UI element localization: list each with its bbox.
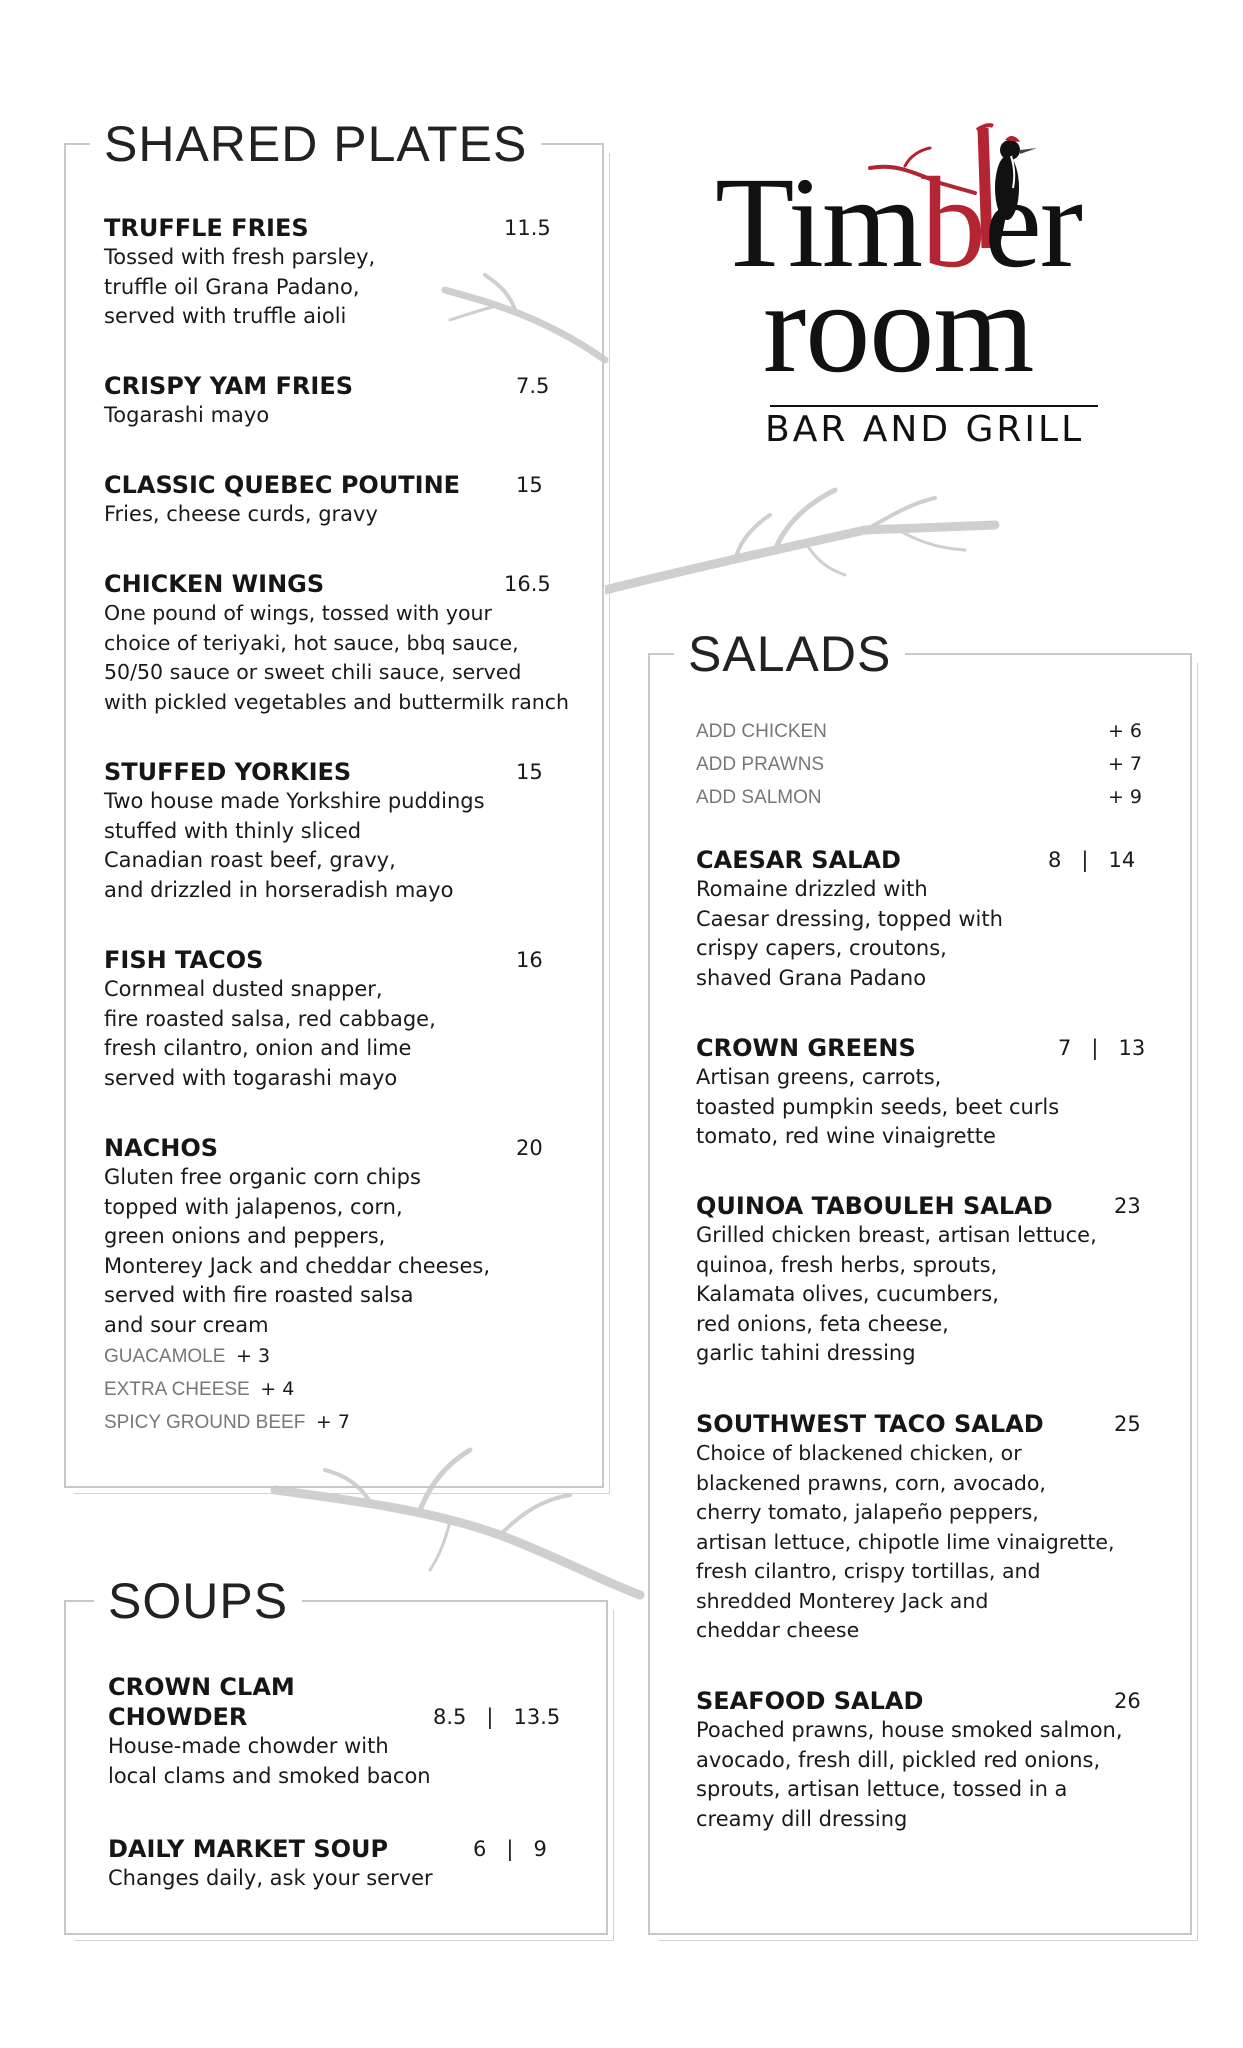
- menu-item-daily-market-soup: [108, 1834, 578, 1894]
- item-price: 15: [516, 473, 543, 497]
- menu-item-quinoa-tabouleh-salad: [696, 1191, 1166, 1369]
- item-description: Cornmeal dusted snapper, fire roasted salsa, red cabbage, fresh cilantro, onion and lime served with togarashi mayo: [104, 977, 436, 1090]
- shared-plates-title: SHARED PLATES: [90, 115, 541, 173]
- item-name: CROWN GREENS: [696, 1034, 916, 1062]
- item-price: 8.5 | 13.5: [433, 1705, 561, 1729]
- item-price: 16: [516, 948, 543, 972]
- item-description: Grilled chicken breast, artisan lettuce, quinoa, fresh herbs, sprouts, Kalamata olives, cucumbers, red onions, feta cheese, garlic tahini dressing: [696, 1223, 1097, 1365]
- item-description: Fries, cheese curds, gravy: [104, 502, 378, 526]
- salad-addon-prawns: ADD PRAWNS + 7: [696, 753, 1142, 775]
- item-price: 26: [1114, 1689, 1141, 1713]
- menu-item-fish-tacos: [104, 945, 574, 1093]
- item-price: 6 | 9: [473, 1837, 547, 1861]
- menu-item-truffle-fries: [104, 213, 574, 332]
- item-price: 15: [516, 760, 543, 784]
- menu-item-classic-quebec-poutine: [104, 470, 574, 530]
- menu-item-seafood-salad: [696, 1686, 1176, 1834]
- item-price: 7 | 13: [1058, 1036, 1146, 1060]
- item-price: 25: [1114, 1412, 1141, 1436]
- soups-title: SOUPS: [94, 1572, 302, 1630]
- item-name-line1: CROWN CLAM: [108, 1673, 295, 1701]
- item-description: House-made chowder with local clams and smoked bacon: [108, 1734, 431, 1788]
- logo-word-room: room: [763, 256, 1034, 400]
- menu-item-crown-greens: [696, 1033, 1166, 1152]
- menu-item-chicken-wings: [104, 569, 604, 717]
- item-name: FISH TACOS: [104, 946, 264, 974]
- item-description: Artisan greens, carrots, toasted pumpkin seeds, beet curls tomato, red wine vinaigrette: [696, 1065, 1060, 1148]
- salads-section: [648, 626, 1192, 1935]
- item-name-line2: CHOWDER: [108, 1703, 248, 1731]
- item-name: TRUFFLE FRIES: [104, 214, 309, 242]
- salad-addons: [696, 715, 1142, 814]
- branch-decoration-middle: [605, 480, 1005, 610]
- menu-item-nachos: [104, 1133, 574, 1439]
- nacho-addon-extra-cheese: EXTRA CHEESE + 4: [104, 1378, 295, 1400]
- menu-item-crown-clam-chowder: [108, 1672, 578, 1791]
- item-name: SEAFOOD SALAD: [696, 1687, 924, 1715]
- item-name: CHICKEN WINGS: [104, 570, 325, 598]
- salad-addon-chicken: ADD CHICKEN + 6: [696, 720, 1142, 742]
- item-description: Togarashi mayo: [104, 403, 270, 427]
- logo-divider: [770, 405, 1098, 407]
- item-description: Romaine drizzled with Caesar dressing, topped with crispy capers, croutons, shaved Grana Padano: [696, 877, 1003, 990]
- shared-plates-section: [64, 116, 604, 1488]
- soups-section: [64, 1573, 608, 1935]
- item-name: CLASSIC QUEBEC POUTINE: [104, 471, 461, 499]
- timber-room-logo: [715, 118, 1115, 458]
- item-description: Changes daily, ask your server: [108, 1866, 433, 1890]
- item-price: 23: [1114, 1194, 1141, 1218]
- item-name: SOUTHWEST TACO SALAD: [696, 1410, 1044, 1438]
- item-price: 8 | 14: [1048, 848, 1136, 872]
- item-description: Choice of blackened chicken, or blackened prawns, corn, avocado, cherry tomato, jalapeño peppers, artisan lettuce, chipotle lime vinaigrette, fresh cilantro, crispy tortillas, and shredded Monterey Jack and cheddar cheese: [696, 1441, 1115, 1642]
- nacho-addon-spicy-ground-beef: SPICY GROUND BEEF + 7: [104, 1411, 350, 1433]
- salad-addon-salmon: ADD SALMON + 9: [696, 786, 1142, 808]
- menu-item-caesar-salad: [696, 845, 1166, 993]
- item-price: 20: [516, 1136, 543, 1160]
- item-price: 11.5: [504, 216, 551, 240]
- menu-item-crispy-yam-fries: [104, 371, 574, 431]
- item-description: Tossed with fresh parsley, truffle oil Grana Padano, served with truffle aioli: [104, 245, 376, 328]
- item-price: 16.5: [504, 572, 551, 596]
- nacho-addon-guacamole: GUACAMOLE + 3: [104, 1345, 271, 1367]
- item-name: CRISPY YAM FRIES: [104, 372, 354, 400]
- item-description: Gluten free organic corn chips topped with jalapenos, corn, green onions and peppers, Monterey Jack and cheddar cheeses, served with fire roasted salsa and sour cream: [104, 1165, 491, 1337]
- logo-word-timber: Timber: [715, 151, 1082, 295]
- item-description: Poached prawns, house smoked salmon, avocado, fresh dill, pickled red onions, sprouts, artisan lettuce, tossed in a creamy dill dressing: [696, 1718, 1123, 1831]
- item-price: 7.5: [516, 374, 550, 398]
- item-name: DAILY MARKET SOUP: [108, 1835, 389, 1863]
- logo-subtitle: BAR AND GRILL: [765, 409, 1085, 450]
- item-name: NACHOS: [104, 1134, 219, 1162]
- item-description: Two house made Yorkshire puddings stuffed with thinly sliced Canadian roast beef, gravy, and drizzled in horseradish mayo: [104, 789, 485, 902]
- item-name: STUFFED YORKIES: [104, 758, 352, 786]
- item-name: QUINOA TABOULEH SALAD: [696, 1192, 1053, 1220]
- salads-title: SALADS: [674, 625, 905, 683]
- menu-item-southwest-taco-salad: [696, 1409, 1176, 1646]
- item-description: One pound of wings, tossed with your choice of teriyaki, hot sauce, bbq sauce, 50/50 sauce or sweet chili sauce, served with pickled vegetables and buttermilk ranch: [104, 601, 570, 714]
- menu-item-stuffed-yorkies: [104, 757, 574, 905]
- item-name: CAESAR SALAD: [696, 846, 901, 874]
